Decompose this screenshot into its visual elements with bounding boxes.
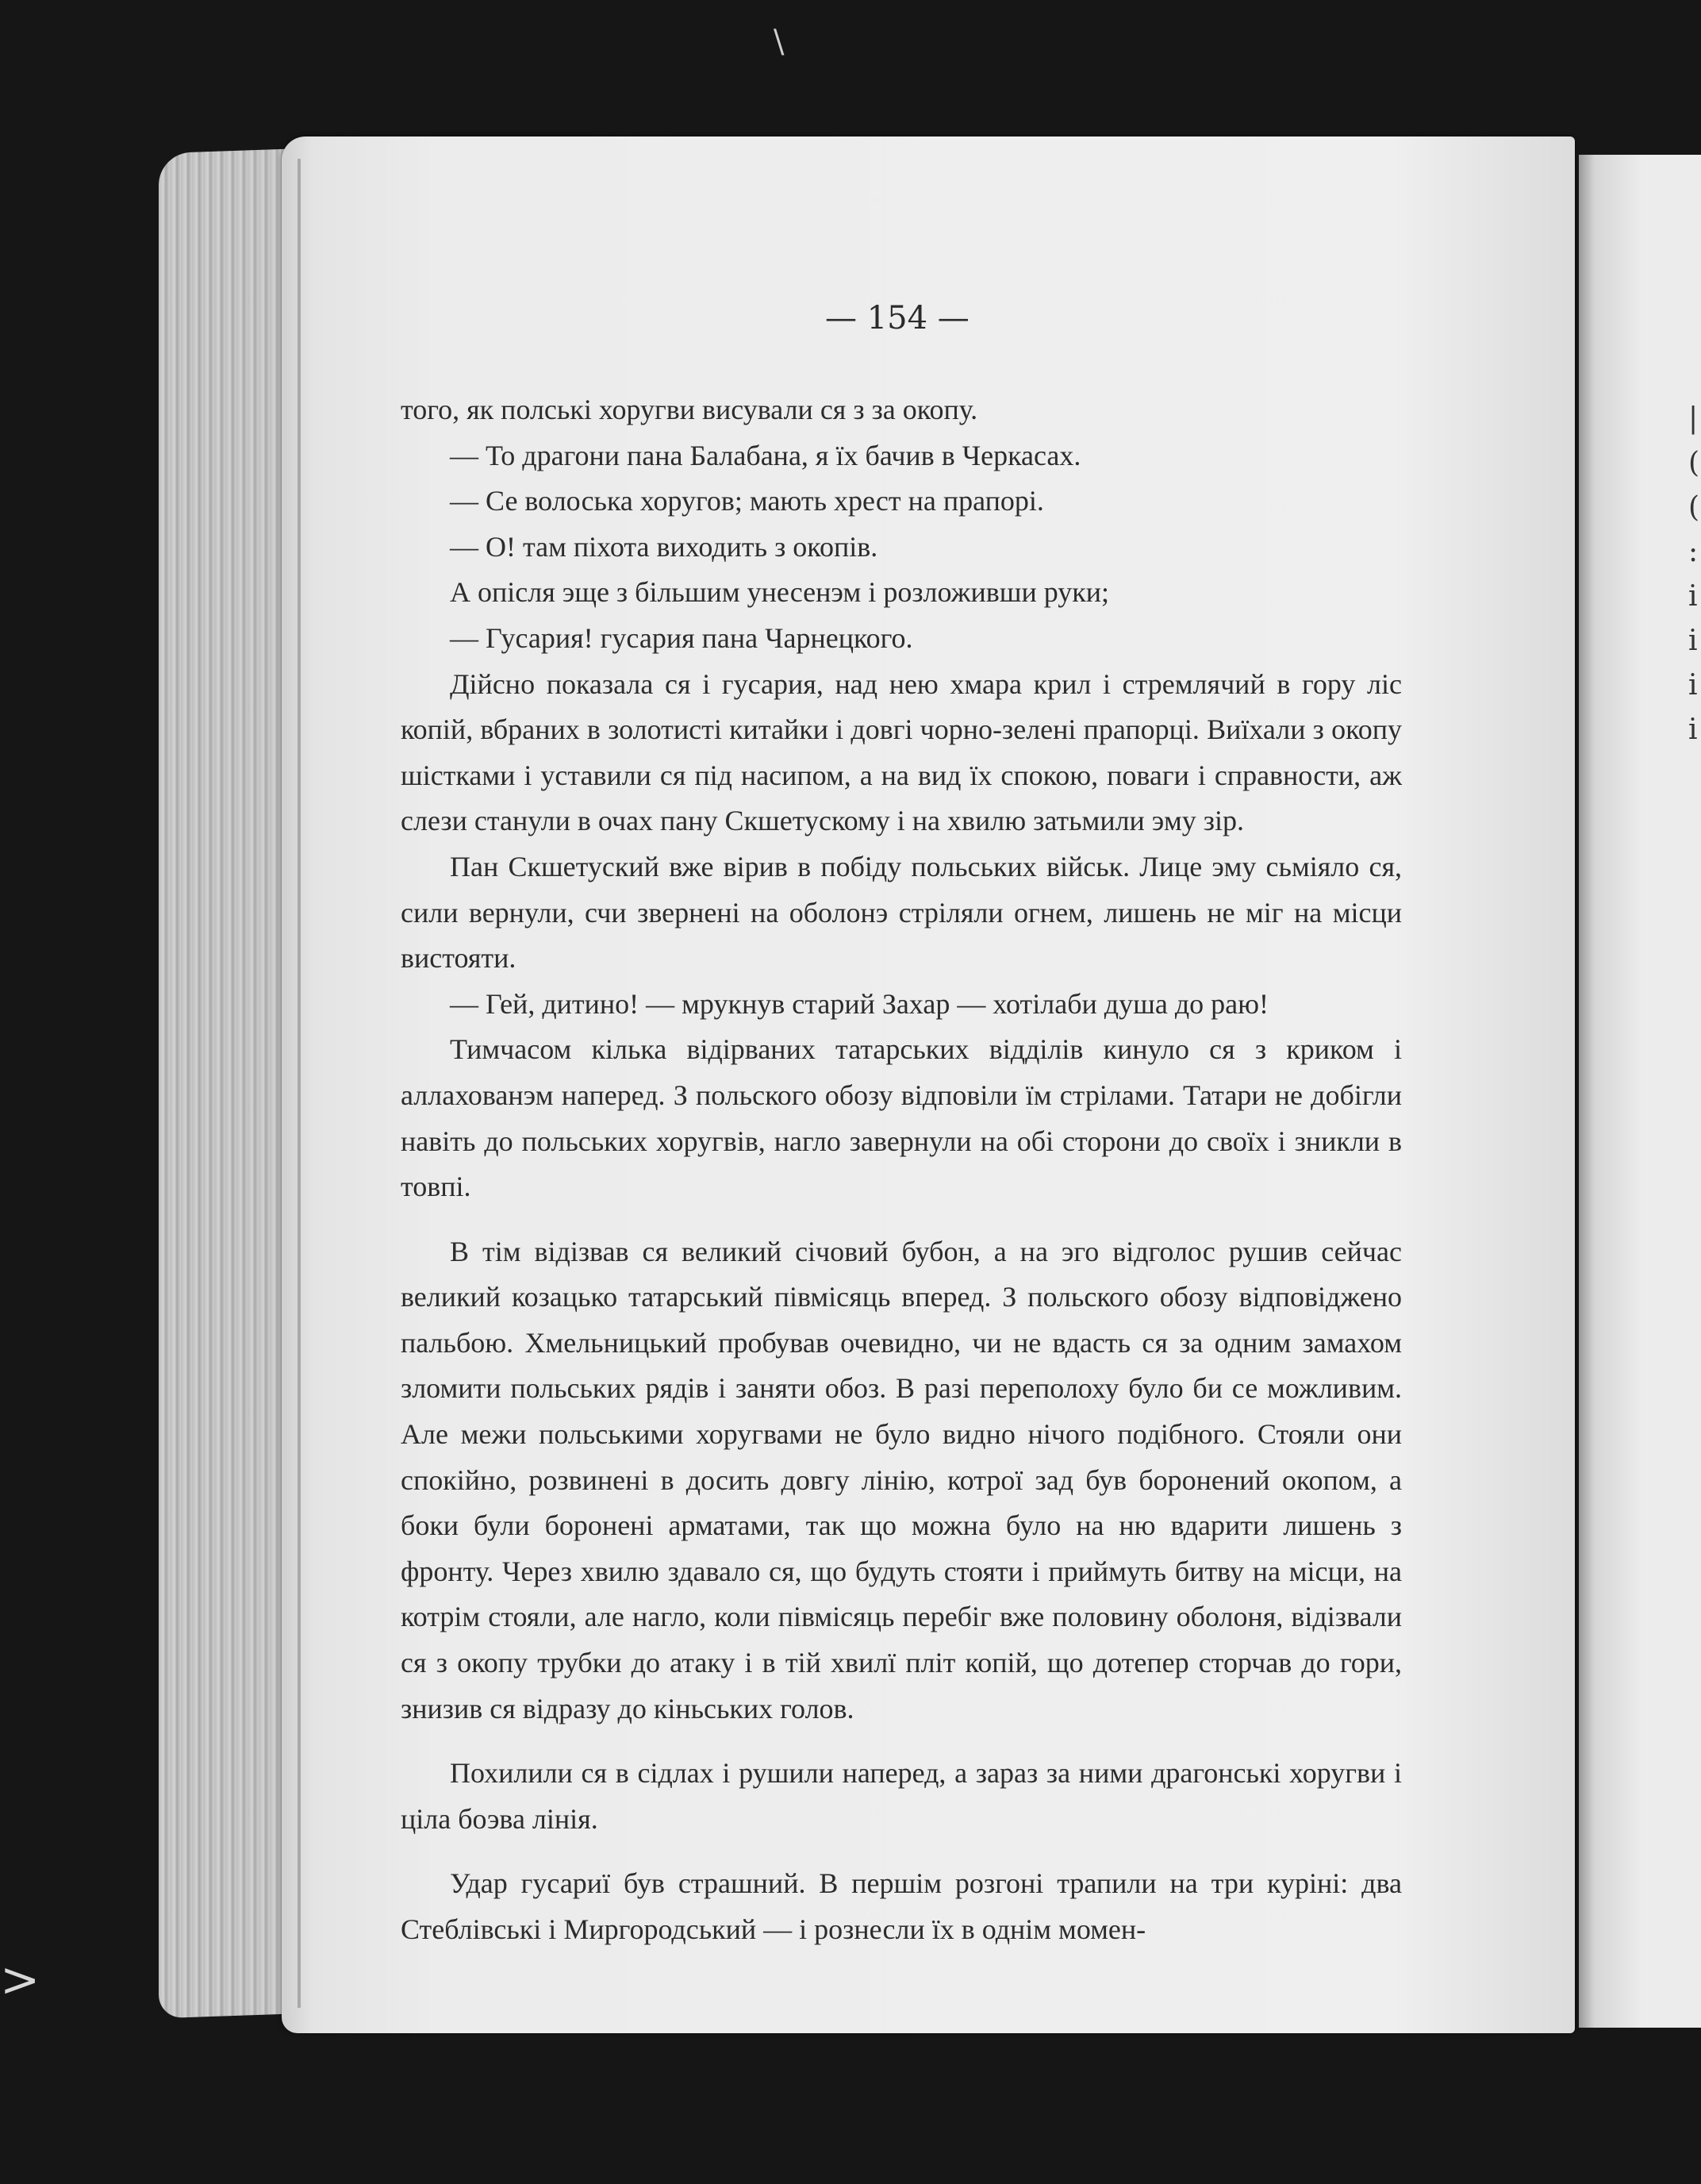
facing-page-edge-text: | ( ( : i i i i [1688,402,1700,746]
facing-page [1579,155,1701,2028]
paragraph: А опісля эще з більшим унесенэм і розложивши руки; [450,576,1110,609]
page-number: — 154 — [825,300,970,336]
paragraph: Удар гусариї був страшний. В першім розгоні трапили на три куріні: два Стеблівські і Миргородський — і рознесли їх в однім момен- [401,1867,1402,1945]
page-gutter-line [298,159,301,2008]
paragraph: В тім відізвав ся великий січовий бубон, а на эго відголос рушив сейчас великий козацько татарський півмісяць вперед. З польского обозу відповіджено пальбою. Хмельницький пробував очевидно, чи не вдасть ся за одним замахом зломити польських рядів і заняти обоз. В разі переполоху було би се можливим. Але межи польськими хоругвами не було видно нічого подібного. Стояли они спокійно, розвинені в досить довгу лінію, котрої зад був боронений окопом, а боки були боронені арматами, так що можна було на ню вдарити лишень з фронту. Через хвилю здавало ся, що будуть стояти і приймуть битву на місци, на котрім стояли, але нагло, коли півмісяць перебіг вже половину оболоня, відізвали ся з окопу трубки до атаку і в тій хвилї пліт копій, що дотепер сторчав до гори, знизив ся відразу до кіньських голов. [401,1235,1402,1725]
paragraph: — Гей, дитино! — мрукнув старий Захар — хотілаби душа до раю! [450,987,1269,1020]
paragraph: того, як полські хоругви висували ся з за окопу. [401,394,978,425]
paragraph: — О! там піхота виходить з окопів. [450,530,878,563]
paragraph: Тимчасом кілька відірваних татарських відділів кинуло ся з криком і аллахованэм наперед. З польского обозу відповіли їм стрілами. Татари не добігли навіть до польських хоругвів, нагло завернули на обі сторони до своїх і зникли в товпі. [401,1033,1402,1203]
paragraph: Похилили ся в сідлах і рушили наперед, а зараз за ними драгонські хоругви і ціла боэва лінія. [401,1757,1402,1835]
paragraph: Дійсно показала ся і гусария, над нею хмара крил і стремлячий в гору ліс копій, вбраних в золотисті китайки і довгі чорно-зелені прапорці. Виїхали з окопу шістками і уставили ся під насипом, а на вид їх спокою, поваги і справности, аж слези станули в очах пану Скшетускому і на хвилю затьмили эму зір. [401,667,1402,837]
paragraph: — То драгони пана Балабана, я їх бачив в Черкасах. [450,439,1081,471]
scan-artifact-mark: \ [774,24,785,60]
scan-corner-mark: > [0,1952,40,2008]
page-text [401,387,1402,1953]
paragraph: — Се волоська хоругов; мають хрест на прапорі. [450,485,1044,517]
paragraph: — Гусария! гусария пана Чарнецкого. [450,621,913,654]
paragraph: Пан Скшетуский вже вірив в побіду польських військ. Лице эму сьміяло ся, сили вернули, счи звернені на оболонэ стріляли огнем, лишень не міг на місци вистояти. [401,850,1402,975]
